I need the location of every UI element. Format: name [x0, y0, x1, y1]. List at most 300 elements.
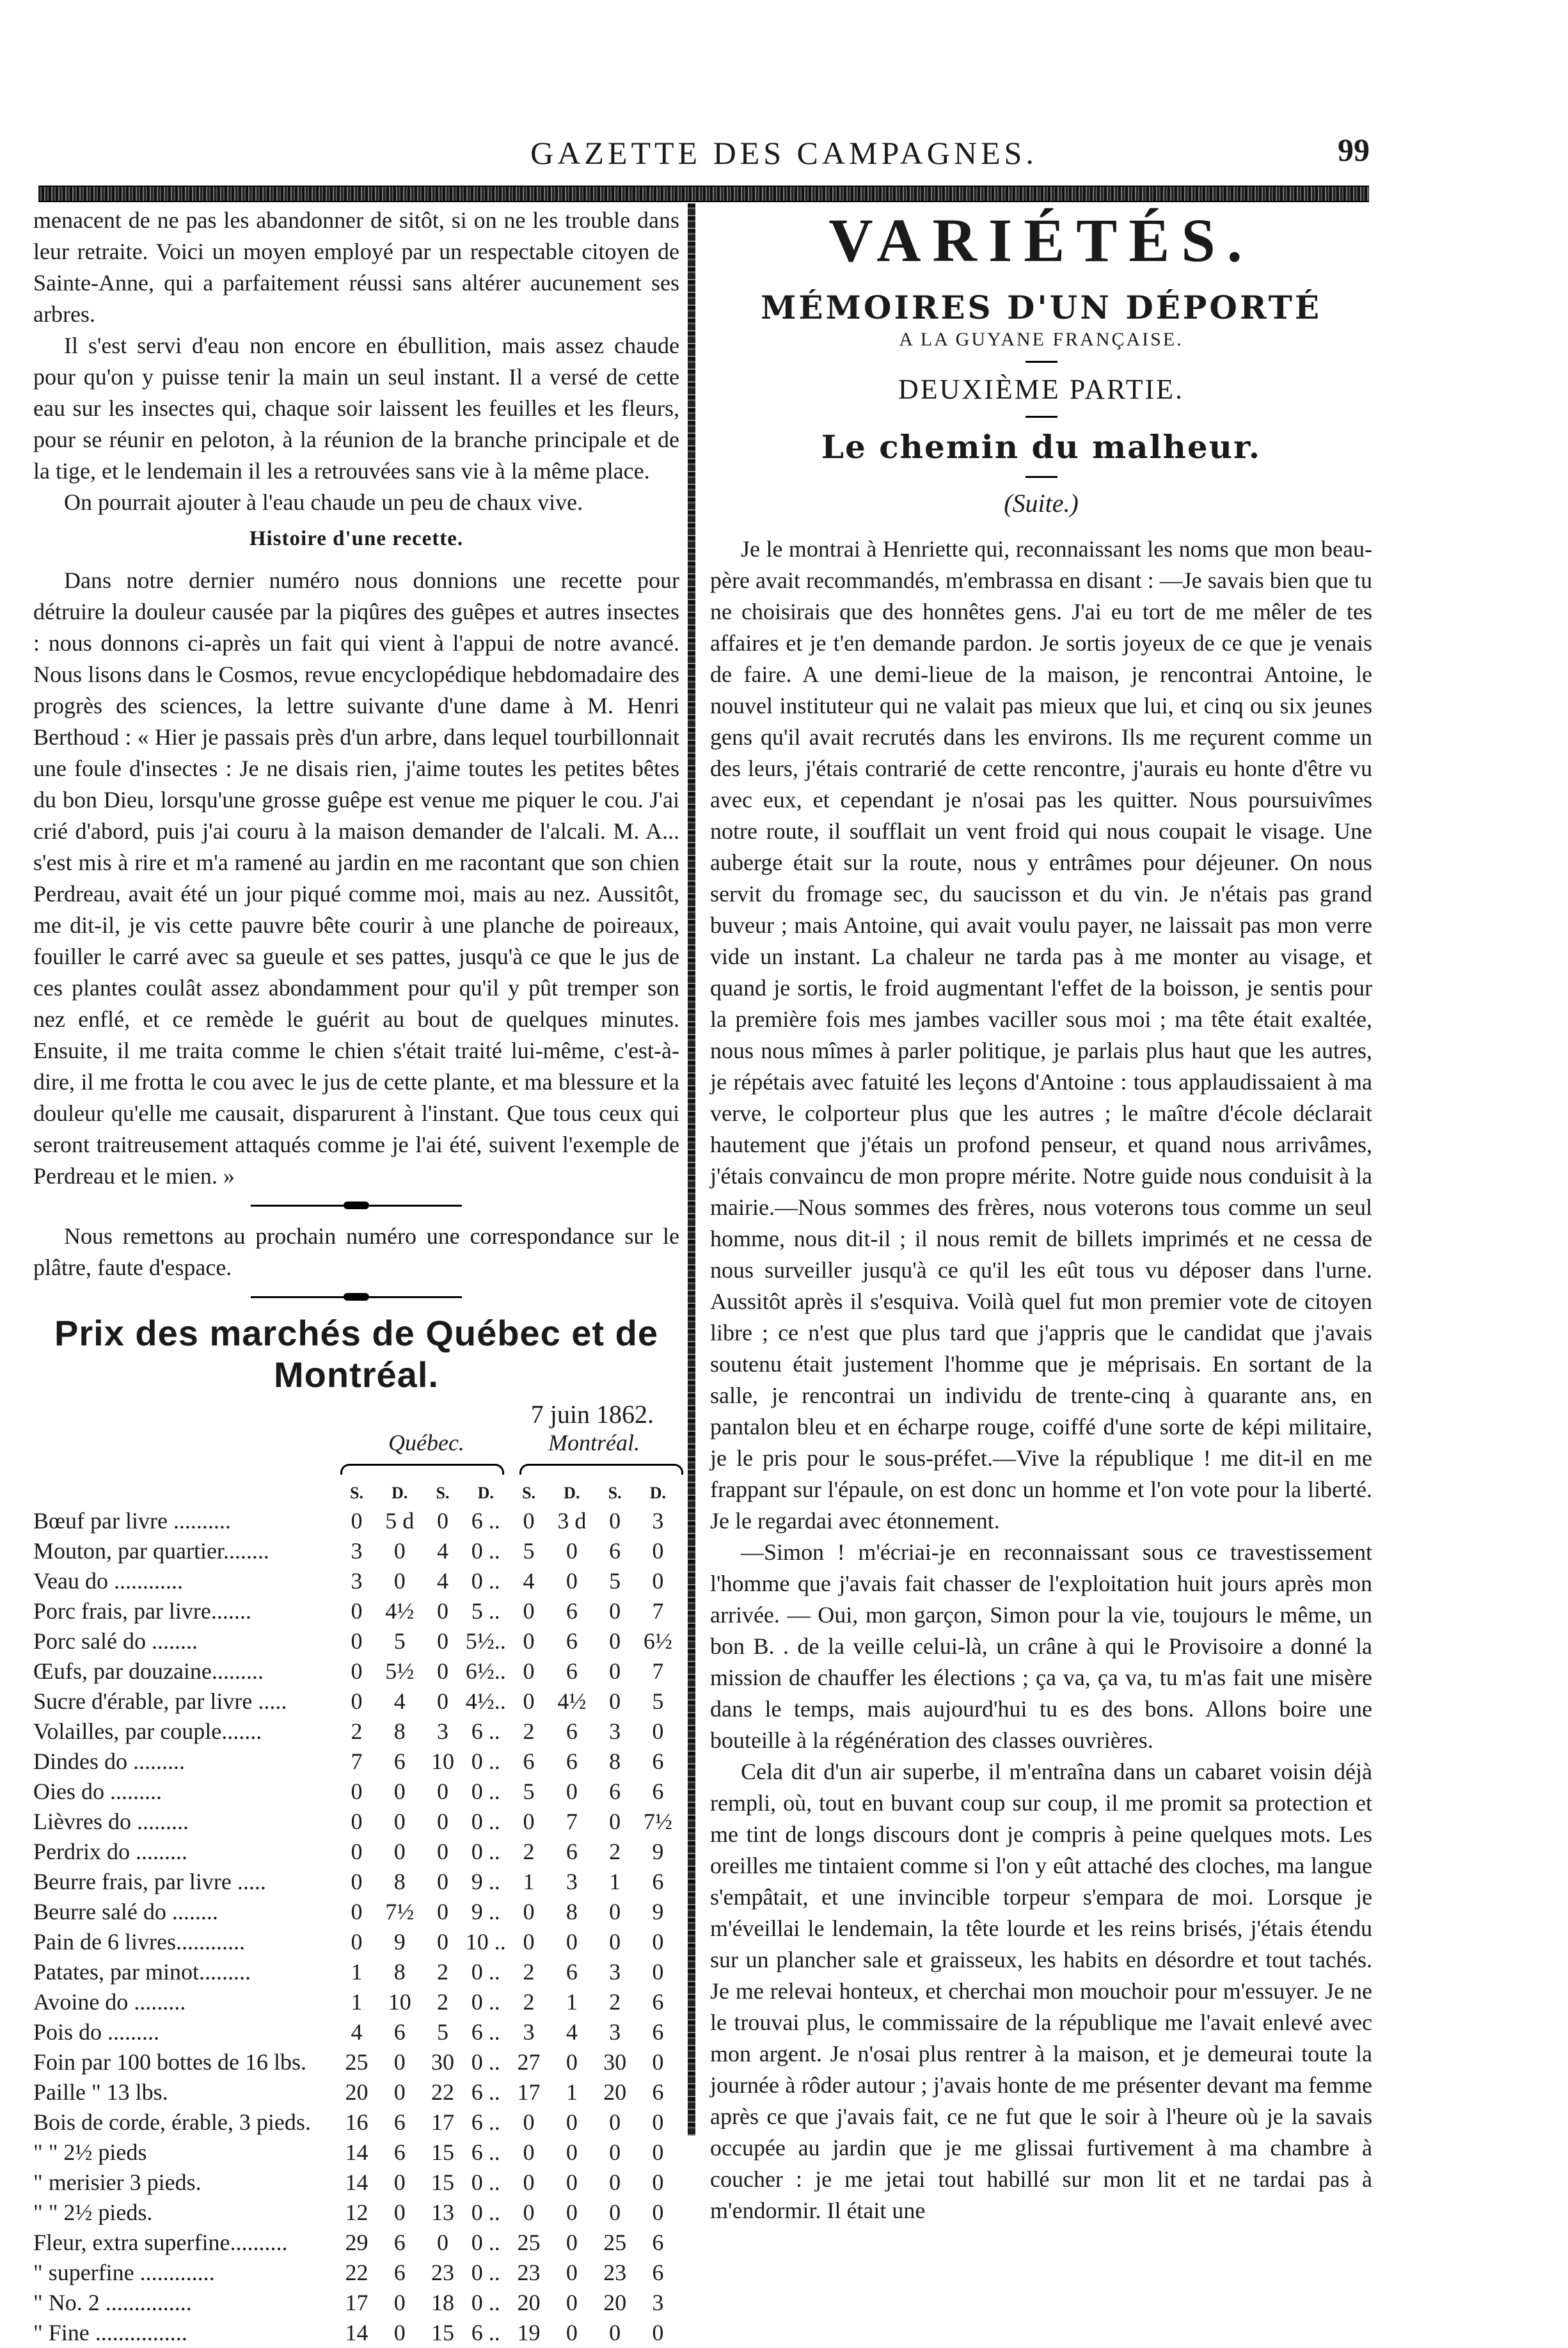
price-cell: 0 [351, 1929, 363, 1955]
price-cell: 5 [437, 2019, 449, 2045]
price-cell: 0 [393, 1779, 406, 1804]
price-cell: 2 [523, 1718, 535, 1744]
price-item-label: Beurre salé do ........ [33, 1899, 218, 1924]
price-cell: 1 [523, 1869, 535, 1894]
table-row [33, 1686, 679, 1717]
table-row [33, 1987, 679, 2017]
table-row [33, 1867, 679, 1897]
price-cell: 6 [566, 1598, 578, 1624]
price-cell: 10 [388, 1989, 411, 2015]
price-cell: 0 [523, 1658, 535, 1684]
price-cell: 0 [351, 1869, 363, 1894]
price-cell: 2 [351, 1718, 363, 1744]
unit-header: S. [608, 1484, 622, 1502]
price-cell: 0 [609, 1688, 621, 1714]
price-cell: 6 [609, 1779, 621, 1804]
price-cell: 23 [517, 2260, 541, 2285]
market-title: Prix des marchés de Québec et de Montréal. [54, 1313, 658, 1395]
price-cell: 0 [652, 2200, 664, 2225]
price-cell: 0 [437, 1658, 449, 1684]
price-cell: 0 [566, 2109, 578, 2135]
series-subtitle: A LA GUYANE FRANÇAISE. [899, 329, 1184, 350]
price-cell: 10 [431, 1749, 455, 1774]
price-cell: 20 [517, 2290, 541, 2315]
price-cell: 0 [351, 1658, 363, 1684]
price-item-label: " " 2½ pieds [33, 2139, 147, 2165]
price-cell: 0 [652, 1959, 664, 1985]
price-cell: 0 [609, 2139, 621, 2165]
price-cell: 0 [437, 1929, 449, 1955]
price-cell: 5 .. [471, 1598, 500, 1624]
price-cell: 29 [345, 2230, 368, 2255]
price-cell: 0 [609, 2200, 621, 2225]
price-item-label: Sucre d'érable, par livre ..... [33, 1688, 287, 1714]
intro-paragraph: On pourrait ajouter à l'eau chaude un peu de chaux vive. [64, 489, 583, 515]
price-cell: 23 [603, 2260, 627, 2285]
price-cell: 6 [393, 2139, 406, 2165]
table-row [33, 2138, 679, 2168]
city-quebec: Québec. [388, 1430, 464, 1456]
price-cell: 0 [393, 2320, 406, 2345]
price-cell: 5 d [385, 1508, 415, 1534]
price-cell: 0 .. [471, 1749, 500, 1774]
price-cell: 8 [566, 1899, 578, 1924]
price-cell: 0 .. [471, 1779, 500, 1804]
price-cell: 0 .. [471, 1989, 500, 2015]
price-cell: 8 [393, 1718, 406, 1744]
price-cell: 5 [523, 1538, 535, 1564]
price-item-label: Foin par 100 bottes de 16 lbs. [33, 2049, 306, 2075]
price-item-label: Oies do ......... [33, 1779, 162, 1804]
section-divider [251, 1205, 462, 1207]
price-item-label: Pain de 6 livres............ [33, 1929, 245, 1955]
recipe-paragraph: Dans notre dernier numéro nous donnions une recette pour détruire la douleur causée par la piqûres des guêpes et autres insectes : nous donnons ci-après un fait qui vient à l'appui de notre avancé. Nous lisons dans le Cosmos, revue encyclopédique hebdomadaire des progrès des sciences, la lettre suivante d'une dame à M. Henri Berthoud : « Hier je passais près d'un arbre, dans lequel tourbillonnait une foule d'insectes : Je ne disais rien, j'aime toutes les petites bêtes du bon Dieu, lorsqu'une grosse guêpe est venue me piquer le cou. J'ai crié d'abord, puis j'ai couru à la maison demander de l'alcali. M. A... s'est mis à rire et m'a ramené au jardin en me racontant que son chien Perdreau, avait été un jour piqué comme moi, mais au nez. Aussitôt, me dit-il, je vis cette pauvre bête courir à une planche de poireaux, fouiller le carré avec sa gueule et ses pattes, jusqu'à ce que le jus de ces plantes coulât assez abondamment pour qu'il y pût tremper son nez enflé, et ce remède le guérit au bout de quelques minutes. Ensuite, il me traita comme le chien s'était traité lui-même, c'est-à-dire, il me frotta le cou avec le jus de cette plante, et ma blessure et la douleur qu'elle me causait, disparurent à l'instant. Que tous ceux qui seront traitreusement attaqués comme je l'ai été, suivent l'exemple de Perdreau et le mien. » [33, 567, 679, 1189]
price-cell: 0 [566, 2290, 578, 2315]
price-cell: 0 [566, 2230, 578, 2255]
table-row [33, 1957, 679, 1987]
price-cell: 13 [431, 2200, 455, 2225]
table-row [33, 2107, 679, 2138]
price-item-label: " " 2½ pieds. [33, 2200, 153, 2225]
table-row [33, 2318, 679, 2348]
price-cell: 6 [652, 1779, 664, 1804]
price-cell: 6 [566, 1658, 578, 1684]
intro-paragraph: Il s'est servi d'eau non encore en ébullition, mais assez chaude pour qu'on y puisse tenir la main un seul instant. Il a versé de cette eau sur les insectes qui, chaque soir laissent les feuilles et les fleurs, pour se réunir en peloton, à la réunion de la branche principale et de la tige, et le lendemain il les a retrouvées sans vie à la même place. [33, 333, 679, 484]
price-cell: 1 [351, 1989, 363, 2015]
price-item-label: Fleur, extra superfine.......... [33, 2230, 288, 2255]
chapter-title: Le chemin du malheur. [821, 428, 1262, 466]
price-cell: 6 .. [471, 1508, 500, 1534]
price-cell: 0 [393, 2200, 406, 2225]
table-row [33, 2168, 679, 2198]
table-row [33, 1927, 679, 1957]
price-item-label: Beurre frais, par livre ..... [33, 1869, 266, 1894]
price-cell: 0 [566, 2049, 578, 2075]
price-item-label: Pois do ......... [33, 2019, 160, 2045]
price-cell: 0 .. [471, 2200, 500, 2225]
price-cell: 0 .. [471, 2049, 500, 2075]
price-cell: 0 [351, 1688, 363, 1714]
price-item-label: Lièvres do ......... [33, 1809, 189, 1834]
price-cell: 0 .. [471, 2290, 500, 2315]
price-cell: 9 [652, 1899, 664, 1924]
price-cell: 0 .. [471, 2170, 500, 2195]
table-row [33, 2198, 679, 2228]
price-cell: 0 [523, 1688, 535, 1714]
table-row [33, 1566, 679, 1596]
price-cell: 4 [566, 2019, 578, 2045]
price-cell: 0 [566, 2320, 578, 2345]
price-cell: 0 [523, 2200, 535, 2225]
column-divider [688, 203, 695, 2136]
price-table [33, 1480, 679, 2348]
price-cell: 6 [523, 1749, 535, 1774]
table-row [33, 1837, 679, 1867]
price-item-label: Patates, par minot......... [33, 1959, 251, 1985]
price-cell: 6 [393, 2019, 406, 2045]
section-divider [251, 1296, 462, 1298]
price-cell: 6 [652, 1869, 664, 1894]
table-row [33, 1506, 679, 1536]
price-cell: 0 [523, 1628, 535, 1654]
price-cell: 25 [517, 2230, 541, 2255]
price-cell: 0 [437, 1839, 449, 1864]
price-cell: 0 [523, 2170, 535, 2195]
price-cell: 6 [566, 1749, 578, 1774]
unit-header: S. [350, 1484, 363, 1502]
price-cell: 0 [609, 2320, 621, 2345]
price-item-label: Veau do ............ [33, 1568, 183, 1594]
table-row [33, 2017, 679, 2047]
price-cell: 6 [652, 1749, 664, 1774]
price-item-label: " No. 2 ............... [33, 2290, 192, 2315]
story-paragraph: Je le montrai à Henriette qui, reconnaissant les noms que mon beau-père avait recommandés, m'embrassa en disant : —Je savais bien que tu ne choisirais que des honnêtes gens. J'ai eu tort de me mêler de tes affaires et je t'en demande pardon. Je sortis joyeux de ce que je venais de faire. A une demi-lieue de la maison, je rencontrai Antoine, le nouvel instituteur qui ne valait pas mieux que lui, et cinq ou six jeunes gens qu'il avait recrutés dans les environs. Ils me reçurent comme un des leurs, j'étais contrarié de cette rencontre, j'aurais eu honte d'être vu avec eux, et cependant je n'osai pas les quitter. Nous poursuivîmes notre route, il soufflait un vent froid qui nous coupait le visage. Une auberge était sur la route, nous y entrâmes pour déjeuner. On nous servit du fromage sec, du saucisson et du vin. Je n'étais pas grand buveur ; mais Antoine, qui avait voulu payer, ne laissait pas mon verre vide un instant. La chaleur ne tarda pas à me monter au visage, et quand je sortis, le froid augmentant l'effet de la boisson, je sentis pour la première fois mes jambes vaciller sous moi ; ma tête était exaltée, nous nous mîmes à parler politique, je parlais plus haut que les autres, je répétais avec fatuité les leçons d'Antoine : tous applaudissaient à ma verve, le colporteur plus que les autres ; le maître d'école déclarait hautement que j'étais un profond penseur, et quand nous arrivâmes, j'étais convaincu de mon propre mérite. Notre guide nous conduisit à la mairie.—Nous sommes des frères, nous voterons tous comme un seul homme, nous dit-il ; il nous remit de billets imprimés et ne cessa de nous surveiller jusqu'à ce qu'il les eût tous vu déposer dans l'urne. Aussitôt après il s'esquiva. Voilà quel fut mon premier vote de citoyen libre ; ce n'est que plus tard que j'appris que le candidat que j'avais soutenu était justement l'homme que je méprisais. En sortant de la salle, je rencontrai un individu de trente-cinq à quarante ans, en pantalon bleu et en écharpe rouge, coiffé d'une sorte de képi militaire, je le pris pour le sous-préfet.—Vive la république ! me dit-il en me frappant sur l'épaule, on est donc un homme et l'on vote pour la liberté. Je le regardai avec étonnement. [710, 536, 1372, 1534]
table-row [33, 2288, 679, 2318]
market-date: 7 juin 1862. [530, 1400, 654, 1429]
price-cell: 3 [609, 1959, 621, 1985]
price-cell: 0 [351, 1779, 363, 1804]
price-cell: 0 [351, 1628, 363, 1654]
price-item-label: Dindes do ......... [33, 1749, 185, 1774]
price-item-label: Œufs, par douzaine......... [33, 1658, 264, 1684]
price-cell: 6 .. [471, 2109, 500, 2135]
left-column [33, 205, 679, 2348]
price-cell: 3 d [557, 1508, 587, 1534]
price-cell: 0 [566, 2170, 578, 2195]
price-cell: 0 [652, 1568, 664, 1594]
price-cell: 0 .. [471, 1568, 500, 1594]
price-cell: 6 [652, 1989, 664, 2015]
price-cell: 0 [351, 1508, 363, 1534]
table-row [33, 2258, 679, 2288]
table-row [33, 1656, 679, 1686]
price-cell: 6½.. [465, 1658, 506, 1684]
price-cell: 4 [393, 1688, 406, 1714]
price-cell: 7 [652, 1658, 664, 1684]
price-cell: 6 .. [471, 2139, 500, 2165]
table-row [33, 2047, 679, 2077]
price-cell: 7½ [643, 1809, 672, 1834]
price-cell: 0 [566, 1929, 578, 1955]
price-item-label: Porc salé do ........ [33, 1628, 198, 1654]
price-cell: 4 [437, 1568, 449, 1594]
price-cell: 5½ [385, 1658, 415, 1684]
page-header-title: GAZETTE DES CAMPAGNES. [530, 135, 1038, 171]
price-cell: 4 [351, 2019, 363, 2045]
price-table-body [33, 1506, 679, 2348]
price-cell: 0 [652, 2320, 664, 2345]
price-cell: 6 .. [471, 2320, 500, 2345]
price-cell: 6 .. [471, 2079, 500, 2105]
brace-quebec [340, 1464, 504, 1475]
price-cell: 0 [652, 2170, 664, 2195]
price-cell: 2 [437, 1989, 449, 2015]
price-cell: 8 [609, 1749, 621, 1774]
price-cell: 0 .. [471, 2260, 500, 2285]
price-cell: 4½ [557, 1688, 587, 1714]
price-cell: 3 [609, 2019, 621, 2045]
price-cell: 9 .. [471, 1899, 500, 1924]
price-cell: 6 .. [471, 1718, 500, 1744]
price-cell: 6 [609, 1538, 621, 1564]
price-cell: 0 [523, 2139, 535, 2165]
price-cell: 0 [523, 2109, 535, 2135]
short-rule [1026, 476, 1057, 478]
series-title: MÉMOIRES D'UN DÉPORTÉ [761, 289, 1322, 326]
price-cell: 0 [566, 1779, 578, 1804]
price-cell: 0 [652, 1718, 664, 1744]
price-cell: 0 [609, 2170, 621, 2195]
continued-label: (Suite.) [1004, 489, 1079, 518]
price-cell: 6 [652, 2019, 664, 2045]
price-cell: 4½.. [465, 1688, 506, 1714]
price-cell: 6 [393, 2260, 406, 2285]
table-row [33, 1897, 679, 1927]
table-row [33, 2228, 679, 2258]
price-cell: 2 [609, 1989, 621, 2015]
price-cell: 6 [652, 2260, 664, 2285]
price-cell: 23 [431, 2260, 455, 2285]
table-row [33, 1717, 679, 1747]
page-number: 99 [1338, 132, 1370, 168]
price-cell: 0 [609, 1628, 621, 1654]
price-cell: 4 [437, 1538, 449, 1564]
price-cell: 6 [652, 2230, 664, 2255]
table-row [33, 1777, 679, 1807]
price-cell: 2 [609, 1839, 621, 1864]
price-cell: 0 [393, 2079, 406, 2105]
price-cell: 8 [393, 1869, 406, 1894]
price-cell: 6 [566, 1628, 578, 1654]
price-cell: 2 [523, 1989, 535, 2015]
price-cell: 7 [351, 1749, 363, 1774]
price-cell: 17 [431, 2109, 455, 2135]
price-cell: 6½ [643, 1628, 672, 1654]
price-cell: 6 [652, 2079, 664, 2105]
price-cell: 5 [609, 1568, 621, 1594]
price-cell: 0 [566, 1538, 578, 1564]
price-cell: 12 [345, 2200, 368, 2225]
intro-paragraph: menacent de ne pas les abandonner de sitôt, si on ne les trouble dans leur retraite. Voici un moyen employé par un respectable citoyen de Sainte-Anne, qui a parfaitement réussi sans altérer aucunement ses arbres. [33, 207, 679, 327]
unit-header: D. [392, 1484, 408, 1502]
price-cell: 10 .. [465, 1929, 506, 1955]
price-cell: 9 [652, 1839, 664, 1864]
price-item-label: Bois de corde, érable, 3 pieds. [33, 2109, 311, 2135]
price-cell: 16 [345, 2109, 368, 2135]
notice-paragraph: Nous remettons au prochain numéro une correspondance sur le plâtre, faute d'espace. [33, 1223, 679, 1280]
story-paragraph: —Simon ! m'écriai-je en reconnaissant sous ce travestissement l'homme que j'avais fait chasser de l'exploitation huit jours après mon arrivée. — Oui, mon garçon, Simon pour la vie, toujours le même, un bon B. . de la veille celui-là, un crâne à qui le Provisoire a donné la mission de chauffer les élections ; ça va, ça va, tu m'as fait une misère dans le temps, mais aujourd'hui tu es des bons. Allons boire une bouteille à la régénération des classes ouvrières. [710, 1539, 1372, 1753]
price-cell: 25 [603, 2230, 627, 2255]
price-cell: 0 [609, 1899, 621, 1924]
price-cell: 30 [603, 2049, 627, 2075]
price-cell: 0 [437, 2230, 449, 2255]
unit-header: S. [522, 1484, 536, 1502]
price-cell: 14 [345, 2170, 368, 2195]
price-cell: 0 [609, 1929, 621, 1955]
price-cell: 0 [351, 1899, 363, 1924]
price-cell: 4 [523, 1568, 535, 1594]
price-cell: 25 [345, 2049, 368, 2075]
price-item-label: " Fine ................ [33, 2320, 187, 2345]
story-paragraph: Cela dit d'un air superbe, il m'entraîna dans un cabaret voisin déjà rempli, où, tout en buvant coup sur coup, il me promit sa protection et me tint de longs discours dont je compris à peine quelques mots. Les oreilles me tintaient comme si l'on y eût attaché des cloches, ma langue s'empâtait, et une invincible torpeur s'empara de moi. Lorsque je m'éveillai le lendemain, la tête lourde et les reins brisés, j'étais étendu sur un plancher sale et graisseux, les habits en désordre et tout tachés. Je me relevai honteux, et cherchai mon mouchoir pour m'essuyer. Je ne le trouvai plus, le commissaire de la république me l'avait enlevé avec mon argent. Je n'osai plus rentrer à la maison, et je demeurai toute la journée à rôder autour ; j'avais honte de me présenter devant ma femme après ce que j'avais fait, ce ne fut que le soir à l'heure où je la savais occupée au jardin que je me glissai furtivement à ma chambre à coucher : je me jetai tout habillé sur mon lit et ne tardai pas à m'endormir. Il était une [710, 1759, 1372, 2223]
price-cell: 0 .. [471, 1959, 500, 1985]
price-cell: 19 [517, 2320, 541, 2345]
price-cell: 0 .. [471, 1538, 500, 1564]
price-cell: 0 [566, 2260, 578, 2285]
price-cell: 7 [566, 1809, 578, 1834]
table-row [33, 1536, 679, 1566]
price-cell: 0 [351, 1809, 363, 1834]
price-cell: 0 [652, 1929, 664, 1955]
price-cell: 0 [437, 1628, 449, 1654]
price-cell: 0 [393, 1538, 406, 1564]
price-cell: 17 [517, 2079, 541, 2105]
price-cell: 3 [566, 1869, 578, 1894]
price-cell: 0 [437, 1688, 449, 1714]
price-cell: 0 [523, 1809, 535, 1834]
price-cell: 0 [523, 1598, 535, 1624]
price-cell: 6 [566, 1839, 578, 1864]
price-cell: 6 .. [471, 2019, 500, 2045]
price-cell: 2 [523, 1839, 535, 1864]
table-row [33, 1807, 679, 1837]
price-item-label: " merisier 3 pieds. [33, 2170, 202, 2195]
part-title: DEUXIÈME PARTIE. [898, 374, 1185, 405]
table-row [33, 1747, 679, 1777]
header-rule [38, 186, 1369, 202]
price-cell: 0 [393, 1839, 406, 1864]
price-cell: 0 [609, 2109, 621, 2135]
price-cell: 3 [652, 2290, 664, 2315]
price-cell: 22 [431, 2079, 455, 2105]
price-item-label: Avoine do ......... [33, 1989, 186, 2015]
short-rule [1026, 361, 1057, 363]
price-cell: 3 [523, 2019, 535, 2045]
unit-header: S. [436, 1484, 450, 1502]
price-cell: 30 [431, 2049, 455, 2075]
price-cell: 0 [652, 2109, 664, 2135]
price-cell: 0 [523, 1899, 535, 1924]
price-cell: 6 [393, 1749, 406, 1774]
price-cell: 17 [345, 2290, 368, 2315]
price-cell: 1 [609, 1869, 621, 1894]
price-cell: 7½ [385, 1899, 415, 1924]
price-cell: 1 [351, 1959, 363, 1985]
price-cell: 0 [609, 1809, 621, 1834]
unit-header-row [33, 1480, 679, 1506]
price-cell: 0 [393, 2049, 406, 2075]
price-cell: 0 [437, 1809, 449, 1834]
price-cell: 0 [566, 2139, 578, 2165]
price-cell: 0 [566, 1568, 578, 1594]
price-cell: 0 [609, 1598, 621, 1624]
price-cell: 14 [345, 2139, 368, 2165]
price-cell: 5 [393, 1628, 406, 1654]
price-cell: 6 [566, 1718, 578, 1744]
brace-montreal [519, 1464, 683, 1475]
price-cell: 1 [566, 2079, 578, 2105]
price-cell: 5 [652, 1688, 664, 1714]
price-cell: 0 [437, 1598, 449, 1624]
price-cell: 0 [609, 1508, 621, 1534]
price-cell: 0 [437, 1779, 449, 1804]
price-cell: 2 [437, 1959, 449, 1985]
price-cell: 6 [393, 2230, 406, 2255]
recipe-heading: Histoire d'une recette. [249, 527, 464, 550]
unit-header: D. [477, 1484, 494, 1502]
price-cell: 22 [345, 2260, 368, 2285]
price-item-label: Bœuf par livre .......... [33, 1508, 231, 1534]
price-cell: 0 [609, 1658, 621, 1684]
price-item-label: " superfine ............. [33, 2260, 215, 2285]
price-cell: 20 [345, 2079, 368, 2105]
price-cell: 15 [431, 2139, 455, 2165]
price-cell: 15 [431, 2320, 455, 2345]
price-cell: 15 [431, 2170, 455, 2195]
price-cell: 0 [652, 2139, 664, 2165]
price-item-label: Volailles, par couple....... [33, 1718, 262, 1744]
price-item-label: Mouton, par quartier........ [33, 1538, 269, 1564]
price-cell: 20 [603, 2079, 627, 2105]
short-rule [1026, 416, 1057, 418]
price-cell: 3 [351, 1568, 363, 1594]
city-montreal: Montréal. [548, 1430, 640, 1456]
price-item-label: Perdrix do ......... [33, 1839, 187, 1864]
price-cell: 9 .. [471, 1869, 500, 1894]
price-cell: 0 [393, 1568, 406, 1594]
price-cell: 0 [437, 1508, 449, 1534]
city-headers [33, 1429, 679, 1480]
price-cell: 0 [351, 1839, 363, 1864]
price-cell: 0 .. [471, 2230, 500, 2255]
price-cell: 0 [523, 1929, 535, 1955]
price-cell: 3 [609, 1718, 621, 1744]
price-cell: 7 [652, 1598, 664, 1624]
price-cell: 1 [566, 1989, 578, 2015]
price-item-label: Porc frais, par livre....... [33, 1598, 251, 1624]
price-cell: 0 [523, 1508, 535, 1534]
section-title: VARIÉTÉS. [828, 206, 1254, 274]
price-cell: 3 [437, 1718, 449, 1744]
price-cell: 0 [652, 2049, 664, 2075]
price-cell: 5 [523, 1779, 535, 1804]
table-row [33, 1626, 679, 1656]
price-cell: 0 .. [471, 1809, 500, 1834]
price-item-label: Paille " 13 lbs. [33, 2079, 168, 2105]
price-cell: 18 [431, 2290, 455, 2315]
right-column [710, 205, 1372, 2226]
price-cell: 0 [437, 1869, 449, 1894]
